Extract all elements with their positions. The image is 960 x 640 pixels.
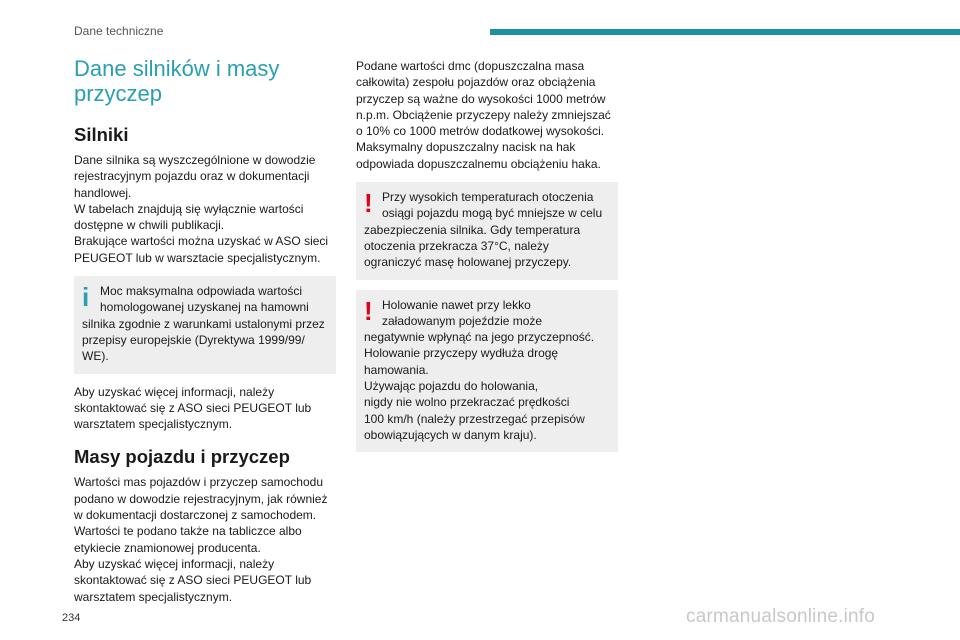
masses-text: Wartości mas pojazdów i przyczep samochodu podano w dowodzie rejestracyjnym, jak również w dokumentacji dostarczonej z samochodem. Wartości te podano także na tabliczce albo etykiecie znamionowej producenta. Aby uzyskać więcej informacji, należy skontaktować się z ASO sieci PEUGEOT lub warsztatem specjalistycznym. [74,475,328,604]
info-box-text: Moc maksymalna odpowiada wartości homologowanej uzyskanej na hamowni silnika zgodnie z warunkami ustalonymi przez przepisy europejskie (Dyrektywa 1999/99/ WE). [82,284,325,364]
page-title: Dane silników i masy przyczep [74,56,280,106]
warning-icon: ! [364,188,373,219]
dmc-text: Podane wartości dmc (dopuszczalna masa całkowita) zespołu pojazdów oraz obciążenia przyczep są ważne do wysokości 1000 metrów n.p.m. Obciążenie przyczepy należy zmniejszać o 10% co 1000 metrów dodatkowej wysokości. Maksymalny dopuszczalny nacisk na hak odpowiada dopuszczalnemu obciążeniu haka. [356,59,611,171]
warning-icon: ! [364,295,373,326]
engines-heading: Silniki [74,124,129,145]
section-title: Dane techniczne [74,24,164,38]
header-accent-bar [490,29,960,35]
middle-column [356,58,618,452]
engines-more-info: Aby uzyskać więcej informacji, należy skontaktować się z ASO sieci PEUGEOT lub warsztatem specjalistycznym. [74,384,312,432]
warning-text-temperature: Przy wysokich temperaturach otoczenia osiągi pojazdu mogą być mniejsze w celu zabezpieczenia silnika. Gdy temperatura otoczenia przekracza 37°C, należy ograniczyć masę holowanej przyczepy. [364,190,603,270]
warning-text-towing: Holowanie nawet przy lekko załadowanym pojeździe może negatywnie wpłynąć na jego przyczepność. Holowanie przyczepy wydłuża drogę hamowania. Używając pojazdu do holowania, nigdy nie wolno przekraczać prędkości 100 km/h (należy przestrzegać przepisów obowiązujących w danym kraju). [364,297,595,442]
engines-text: Dane silnika są wyszczególnione w dowodzie rejestracyjnym pojazdu oraz w dokumentacji handlowej. W tabelach znajdują się wyłącznie wartości dostępne w chwili publikacji. Brakujące wartości można uzyskać w ASO sieci PEUGEOT lub w warsztacie specjalistycznym. [74,153,329,265]
info-icon: i [82,282,90,313]
warning-box-temperature [356,182,618,279]
left-column [74,56,336,605]
page-number: 234 [62,612,81,624]
warning-box-towing [356,290,618,453]
info-box [74,276,336,373]
watermark: carmanualsonline.info [686,606,876,627]
masses-heading: Masy pojazdu i przyczep [74,446,290,468]
